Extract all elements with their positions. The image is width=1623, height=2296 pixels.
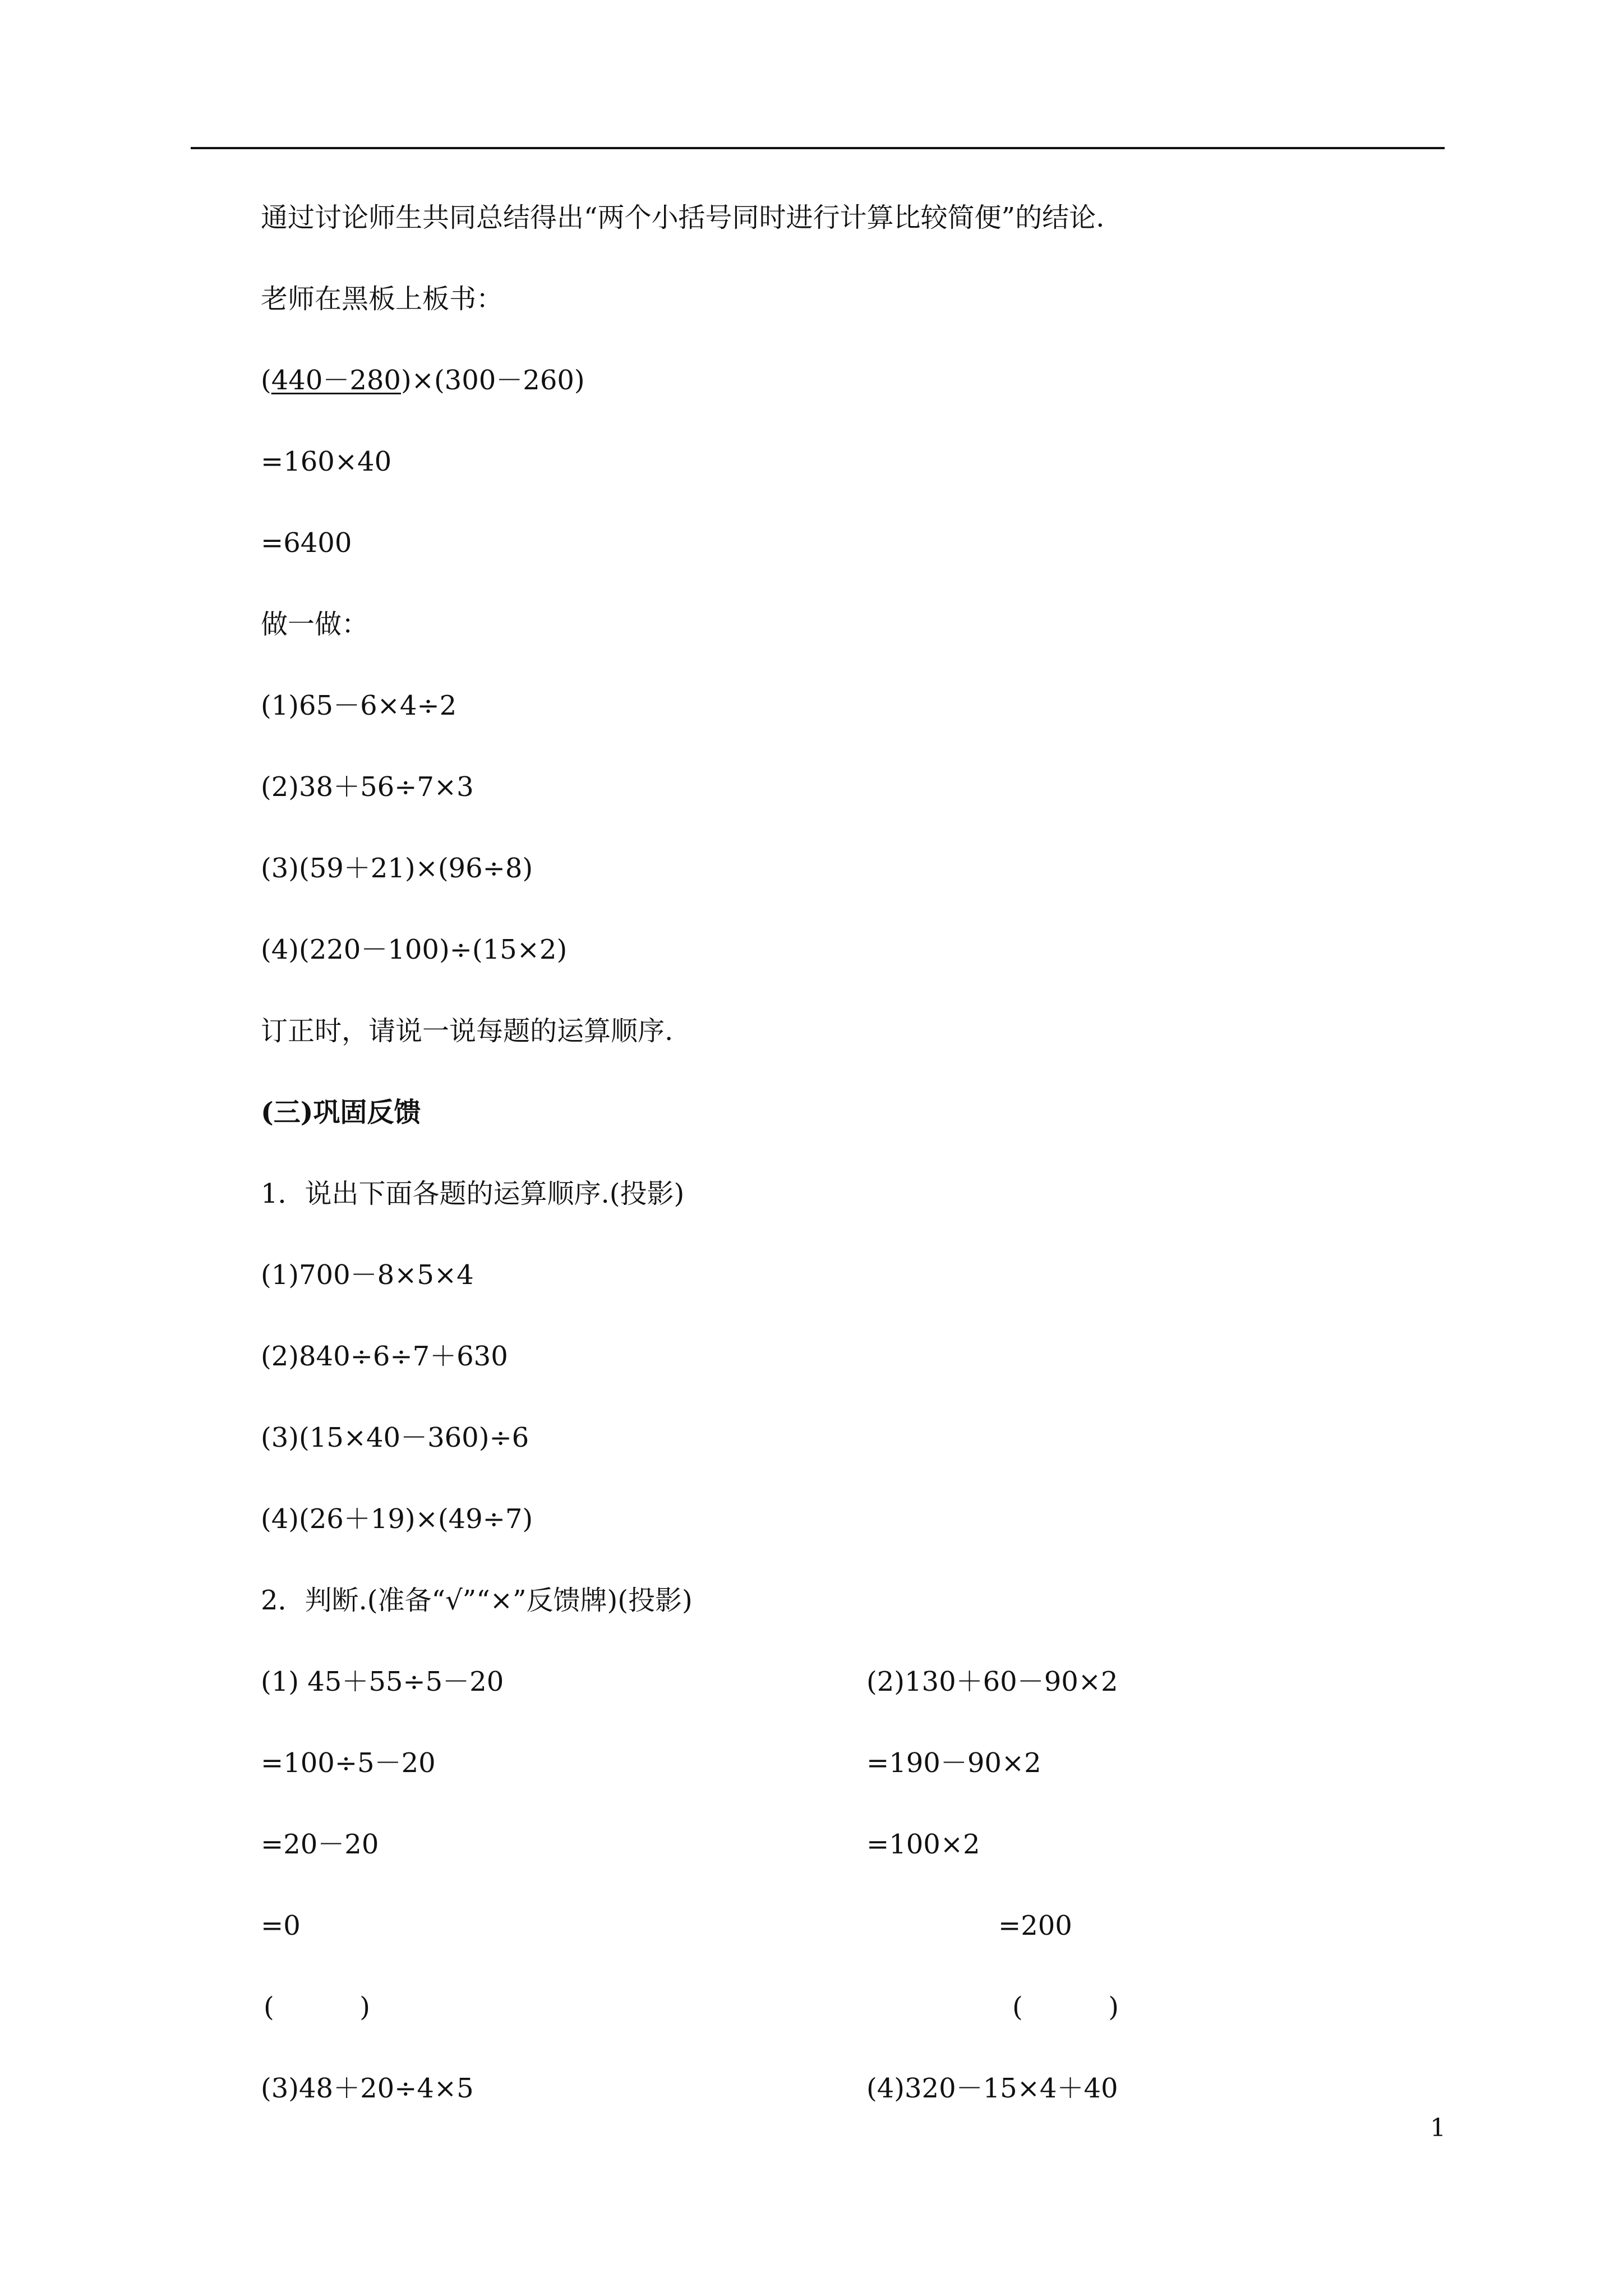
- exercise-1-title: 1．说出下面各题的运算顺序.(投影): [261, 1178, 685, 1209]
- judgement-right-answer: ( ): [1012, 1991, 1119, 2023]
- exercise-1-item-4: (4)(26＋19)×(49÷7): [261, 1503, 533, 1535]
- expression-rest: ×(300－260): [411, 365, 585, 396]
- blackboard-intro: 老师在黑板上板书：: [261, 283, 504, 315]
- judgement-left-1: (1) 45＋55÷5－20: [261, 1666, 504, 1697]
- practice-item-1: (1)65－6×4÷2: [261, 690, 457, 721]
- judgement-left-2: =100÷5－20: [261, 1747, 436, 1779]
- correction-note: 订正时，请说一说每题的运算顺序.: [261, 1015, 674, 1047]
- section-heading: (三)巩固反馈: [261, 1097, 421, 1128]
- judgement-right-2: =190－90×2: [866, 1747, 1041, 1779]
- exercise-1-item-1: (1)700－8×5×4: [261, 1259, 474, 1291]
- header-rule: [191, 147, 1445, 149]
- judgement-right-4: =200: [998, 1910, 1072, 1941]
- exercise-2-title: 2．判断.(准备“√”“×”反馈牌)(投影): [261, 1585, 693, 1616]
- board-step-1: =160×40: [261, 446, 392, 477]
- judgement-left-answer: ( ): [264, 1991, 371, 2023]
- judgement-left-3: =20－20: [261, 1829, 379, 1860]
- practice-item-4: (4)(220－100)÷(15×2): [261, 934, 568, 965]
- practice-item-3: (3)(59＋21)×(96÷8): [261, 853, 533, 884]
- board-expression: (440－280)×(300－260): [261, 365, 585, 396]
- judgement-right-3: =100×2: [866, 1829, 980, 1860]
- practice-heading: 做一做：: [261, 609, 369, 640]
- judgement-right-next: (4)320－15×4＋40: [866, 2073, 1118, 2104]
- board-step-2: =6400: [261, 527, 352, 559]
- exercise-1-item-3: (3)(15×40－360)÷6: [261, 1422, 529, 1453]
- judgement-left-next: (3)48＋20÷4×5: [261, 2073, 474, 2104]
- page-number: 1: [1430, 2114, 1446, 2142]
- judgement-right-1: (2)130＋60－90×2: [866, 1666, 1118, 1697]
- exercise-1-item-2: (2)840÷6÷7＋630: [261, 1341, 508, 1372]
- conclusion-text: 通过讨论师生共同总结得出“两个小括号同时进行计算比较简便”的结论.: [261, 202, 1105, 233]
- judgement-left-4: =0: [261, 1910, 301, 1941]
- underlined-part: 440－280: [271, 365, 401, 396]
- practice-item-2: (2)38＋56÷7×3: [261, 771, 474, 803]
